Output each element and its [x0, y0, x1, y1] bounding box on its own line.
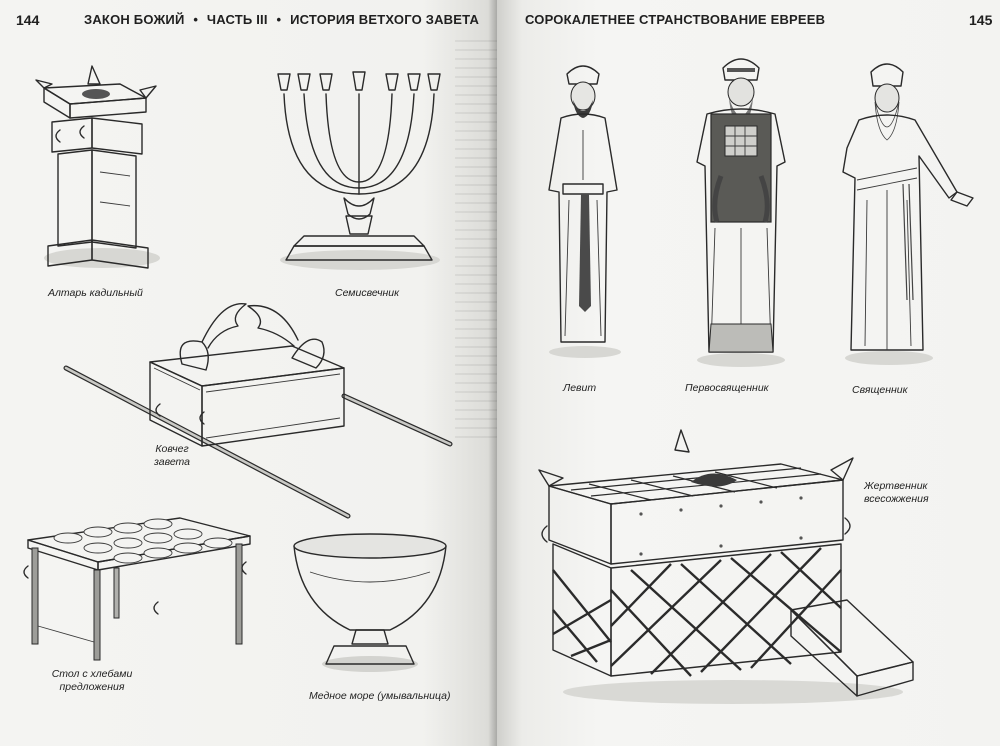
caption-line: предложения: [59, 681, 125, 693]
altar-of-burnt-offering-illustration: [541, 430, 919, 706]
caption-high-priest: Первосвященник: [685, 382, 769, 394]
caption-line: Стол с хлебами: [51, 668, 133, 680]
caption-menorah: Семисвечник: [335, 287, 400, 299]
running-head-book: ЗАКОН БОЖИЙ: [84, 12, 185, 27]
bronze-laver-illustration: [290, 532, 452, 674]
caption-levite: Левит: [563, 382, 597, 394]
running-head-separator: •: [276, 12, 282, 27]
caption-line: Ковчег: [155, 443, 189, 455]
running-head-left: [84, 12, 479, 27]
caption-line: всесожжения: [864, 493, 929, 505]
caption-ark-of-covenant: [142, 443, 202, 469]
running-head-part: ЧАСТЬ III: [206, 12, 268, 27]
altar-of-incense-illustration: [30, 62, 160, 274]
running-head-section: ИСТОРИЯ ВЕТХОГО ЗАВЕТА: [290, 12, 480, 27]
caption-altar-of-burnt-offering: [864, 480, 929, 506]
caption-bronze-laver: Медное море (умывальница): [309, 690, 451, 702]
page-number-left: 144: [16, 12, 40, 28]
table-of-showbread-illustration: [14, 510, 254, 662]
levite-illustration: [533, 60, 633, 360]
high-priest-illustration: [681, 52, 801, 368]
caption-altar-of-incense: Алтарь кадильный: [48, 287, 143, 299]
caption-priest: Священник: [852, 384, 908, 396]
caption-table-of-showbread: [44, 668, 140, 694]
menorah-illustration: [274, 64, 444, 270]
caption-line: Жертвенник: [864, 480, 928, 492]
running-head-separator: •: [193, 12, 199, 27]
caption-line: завета: [153, 456, 191, 468]
page-number-right: 145: [969, 12, 993, 28]
ark-of-covenant-illustration: [62, 296, 454, 518]
priest-illustration: [823, 60, 993, 366]
right-page: [497, 0, 1000, 746]
left-page: [0, 0, 497, 746]
running-head-right: СОРОКАЛЕТНЕЕ СТРАНСТВОВАНИЕ ЕВРЕЕВ: [525, 12, 826, 27]
